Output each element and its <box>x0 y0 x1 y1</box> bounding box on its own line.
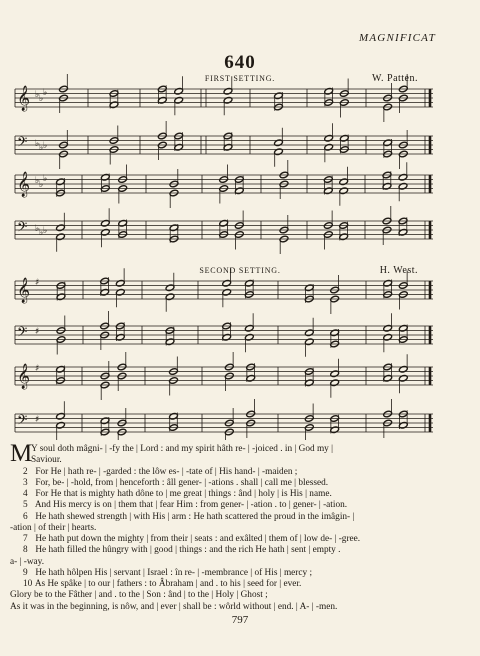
chant-text <box>10 440 440 613</box>
running-head: MAGNIFICAT <box>359 32 436 44</box>
verse-line <box>10 602 440 613</box>
note-head <box>169 224 179 232</box>
note-head <box>56 233 66 241</box>
sharp-icon: ♯ <box>35 327 40 337</box>
note-head <box>339 178 349 186</box>
verse-number: 3 <box>23 477 28 488</box>
note-head <box>56 293 66 301</box>
note-head <box>383 324 393 332</box>
note-head <box>56 224 66 232</box>
page-number: 797 <box>231 614 249 626</box>
treble-clef-icon: 𝄞 <box>17 172 31 197</box>
note-head <box>244 279 254 287</box>
verse-text: -ation | of their | hearts. <box>10 522 97 533</box>
note-head <box>165 338 175 346</box>
note-head <box>223 87 233 95</box>
note-head <box>223 143 233 151</box>
verse-line <box>10 534 440 545</box>
sharp-icon: ♯ <box>35 364 40 374</box>
note-head <box>165 293 175 301</box>
note-head <box>398 182 408 190</box>
note-head <box>383 374 393 382</box>
verse-line <box>10 500 440 511</box>
note-head <box>339 187 349 195</box>
note-head <box>219 219 229 227</box>
note-head <box>234 187 244 195</box>
verse-text: He hath shewed strength | with His | arm : He hath scattered the proud in the imâgin- | <box>35 511 355 522</box>
verse-number: 9 <box>23 567 28 578</box>
note-head <box>324 134 334 142</box>
setting-label: SECOND SETTING. <box>199 266 281 275</box>
flat-icon: ♭ <box>35 139 40 149</box>
composer-name: H. West. <box>379 265 418 276</box>
flat-icon: ♭ <box>43 88 48 98</box>
composer-name: W. Patten. <box>371 73 418 84</box>
flat-icon: ♭ <box>39 180 44 190</box>
note-head <box>169 412 179 420</box>
verse-number: 4 <box>23 489 28 499</box>
flat-icon: ♭ <box>35 90 40 100</box>
note-head <box>382 182 392 190</box>
verse-line <box>10 478 440 489</box>
note-head <box>398 374 408 382</box>
verse-text: For, be- | -hold, from | henceforth : âll gener- | -ations . shall | call me | blessed. <box>35 477 329 488</box>
note-head <box>330 370 340 378</box>
verse-number: 7 <box>23 534 28 544</box>
verse-number: 5 <box>23 500 28 511</box>
note-head <box>244 324 254 332</box>
verse-continuation: Saviour. <box>31 455 62 466</box>
verse-line <box>10 489 440 500</box>
note-head <box>100 173 110 181</box>
note-head <box>398 173 408 181</box>
flat-icon: ♭ <box>35 176 40 186</box>
flat-icon: ♭ <box>43 226 48 236</box>
bass-clef-icon: 𝄢 <box>17 412 28 431</box>
note-head <box>383 279 393 287</box>
verse-text: For He that is mighty hath dône to | me great | things : ând | holy | is His | name. <box>35 489 332 499</box>
note-head <box>398 421 408 429</box>
treble-clef-icon: 𝄞 <box>17 364 31 389</box>
note-head <box>56 178 66 186</box>
verse-number: 10 <box>23 579 33 589</box>
note-head <box>174 96 184 104</box>
hymn-number: 640 <box>224 52 256 73</box>
verse-text: As He spâke | to our | fathers : to Âbraham | and . to his | seed for | ever. <box>34 579 302 589</box>
verse-number: 2 <box>23 466 28 477</box>
verse-text: He hath filled the hûngry with | good | things : and the rich He hath | sent | empty . <box>35 545 341 556</box>
note-head <box>304 338 314 346</box>
verse-text: He hath put down the mighty | from their | seats : and exâlted | them of | low de- | -gree. <box>35 534 361 544</box>
note-head <box>100 228 110 236</box>
bass-clef-icon: 𝄢 <box>17 219 28 238</box>
note-head <box>244 333 254 341</box>
note-head <box>339 134 349 142</box>
note-head <box>174 143 184 151</box>
flat-icon: ♭ <box>43 174 48 184</box>
note-head <box>383 333 393 341</box>
note-head <box>330 329 340 337</box>
treble-clef-icon: 𝄞 <box>17 86 31 111</box>
sharp-icon: ♯ <box>35 278 40 288</box>
verse-text: And His mercy is on | them that | fear Him : from gener- | -ation . to | gener- | -ation. <box>34 500 348 511</box>
note-head <box>222 279 232 287</box>
note-head <box>323 187 333 195</box>
note-head <box>324 87 334 95</box>
flat-icon: ♭ <box>39 143 44 153</box>
flat-icon: ♭ <box>35 224 40 234</box>
note-head <box>118 219 128 227</box>
note-head <box>222 333 232 341</box>
verse-number: 8 <box>23 545 28 556</box>
note-head <box>246 374 256 382</box>
note-head <box>115 279 125 287</box>
sharp-icon: ♯ <box>35 415 40 425</box>
note-head <box>383 139 393 147</box>
note-head <box>324 143 334 151</box>
note-head <box>330 426 340 434</box>
flat-icon: ♭ <box>43 141 48 151</box>
note-head <box>174 87 184 95</box>
flat-icon: ♭ <box>39 94 44 104</box>
verse-text: Y soul doth mâgni- | -fy the | Lord : and my spirit hâth re- | -joiced . in | God my | <box>31 444 334 454</box>
verse-number: 6 <box>23 511 28 522</box>
note-head <box>304 379 314 387</box>
verse-line <box>10 467 440 478</box>
note-head <box>100 417 110 425</box>
drop-cap-initial: M <box>10 440 33 467</box>
note-head <box>398 324 408 332</box>
note-head <box>56 412 66 420</box>
note-head <box>304 329 314 337</box>
verse-line <box>10 579 440 590</box>
verse-text: As it was in the beginning, is nôw, and | ever | shall be : wôrld without | end. | A- | -men. <box>10 601 338 612</box>
note-head <box>223 96 233 104</box>
verse-line <box>10 590 440 601</box>
bass-clef-icon: 𝄢 <box>17 134 28 153</box>
note-head <box>100 288 110 296</box>
verse-text: Glory be to the Fâther | and . to the | Son : ând | to the | Holy | Ghost ; <box>10 590 268 601</box>
verse-line <box>10 568 440 579</box>
verse-line <box>10 545 440 556</box>
note-head <box>165 284 175 292</box>
note-head <box>398 228 408 236</box>
verse-text: For He | hath re- | -garded : the lôw es- | -tate of | His hand- | -maiden ; <box>35 466 298 477</box>
note-head <box>109 101 119 109</box>
verse-line <box>10 523 440 534</box>
note-head <box>115 288 125 296</box>
setting-label: FIRST SETTING. <box>204 74 276 83</box>
verse-line <box>10 557 440 568</box>
bass-clef-icon: 𝄢 <box>17 324 28 343</box>
note-head <box>115 333 125 341</box>
note-head <box>157 96 167 104</box>
verse-text: He hath hôlpen His | servant | Israel : în re- | -membrance | of His | mercy ; <box>35 567 313 578</box>
note-head <box>100 219 110 227</box>
note-head <box>339 233 349 241</box>
note-head <box>56 421 66 429</box>
note-head <box>398 365 408 373</box>
first-verse <box>10 440 440 467</box>
note-head <box>274 92 284 100</box>
note-head <box>330 379 340 387</box>
note-head <box>222 288 232 296</box>
treble-clef-icon: 𝄞 <box>17 278 31 303</box>
note-head <box>274 148 284 156</box>
note-head <box>56 365 66 373</box>
note-head <box>304 284 314 292</box>
note-head <box>274 139 284 147</box>
verse-line <box>10 512 440 523</box>
flat-icon: ♭ <box>39 228 44 238</box>
verse-text: a- | -way. <box>10 556 45 567</box>
